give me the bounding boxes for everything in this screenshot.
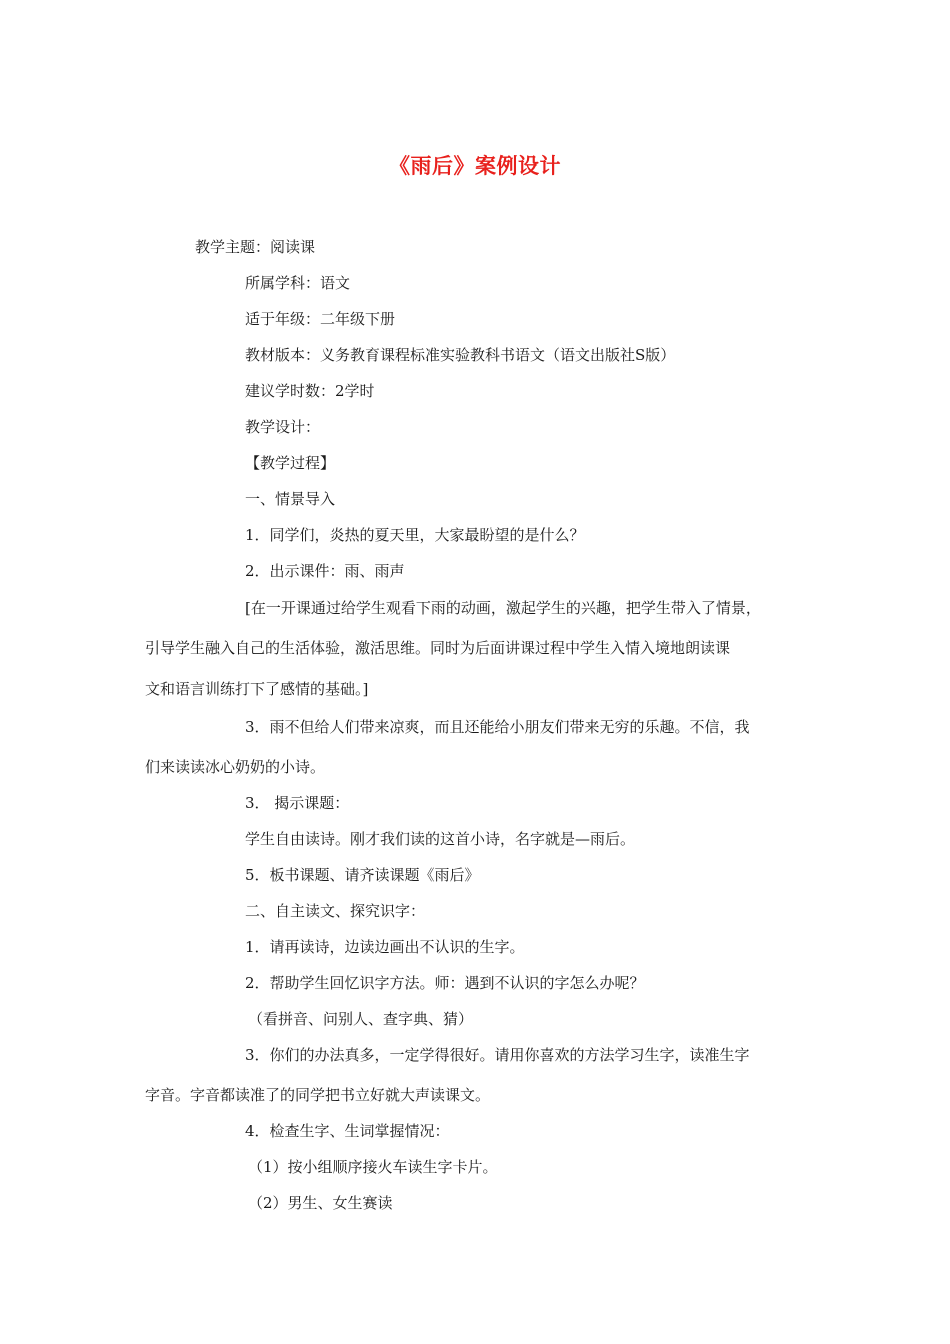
section2-item3-line1: 3．你们的办法真多，一定学得很好。请用你喜欢的方法学习生字，读准生字 (245, 1046, 750, 1064)
section1-item4: 3． 揭示课题： (245, 794, 350, 812)
section1-item3-line2: 们来读读冰心奶奶的小诗。 (145, 758, 326, 776)
section2-sub1: （1）按小组顺序接火车读生字卡片。 (248, 1158, 498, 1176)
section1-heading: 一、情景导入 (245, 490, 336, 508)
meta-hours: 建议学时数：2学时 (245, 382, 375, 400)
meta-grade: 适于年级：二年级下册 (245, 310, 396, 328)
section2-item2-note: （看拼音、问别人、查字典、猜） (248, 1010, 474, 1028)
section2-item4: 4．检查生字、生词掌握情况： (245, 1122, 450, 1140)
section2-item2: 2．帮助学生回忆识字方法。师：遇到不认识的字怎么办呢？ (245, 974, 645, 992)
section1-item1: 1．同学们，炎热的夏天里，大家最盼望的是什么？ (245, 526, 585, 544)
section1-note-line3: 文和语言训练打下了感情的基础。] (145, 680, 369, 698)
section1-note-line1: [在一开课通过给学生观看下雨的动画，激起学生的兴趣，把学生带入了情景， (245, 599, 761, 617)
section2-sub2: （2）男生、女生赛读 (248, 1194, 393, 1212)
section1-item3-line1: 3．雨不但给人们带来凉爽，而且还能给小朋友们带来无穷的乐趣。不信，我 (245, 718, 750, 736)
section1-item2: 2．出示课件：雨、雨声 (245, 562, 405, 580)
process-heading: 【教学过程】 (245, 454, 336, 472)
section1-item5: 5．板书课题、请齐读课题《雨后》 (245, 866, 480, 884)
meta-subject: 所属学科：语文 (245, 274, 351, 292)
meta-edition: 教材版本：义务教育课程标准实验教科书语文（语文出版社S版） (245, 346, 676, 364)
section1-note-line2: 引导学生融入自己的生活体验，激活思维。同时为后面讲课过程中学生入情入境地朗读课 (145, 639, 731, 657)
section2-heading: 二、自主读文、探究识字： (245, 902, 426, 920)
section2-item3-line2: 字音。字音都读准了的同学把书立好就大声读课文。 (145, 1086, 491, 1104)
meta-design: 教学设计： (245, 418, 321, 436)
section2-item1: 1．请再读诗，边读边画出不认识的生字。 (245, 938, 525, 956)
meta-topic: 教学主题：阅读课 (195, 238, 316, 256)
document-title: 《雨后》案例设计 (389, 154, 561, 178)
section1-item4-text: 学生自由读诗。刚才我们读的这首小诗，名字就是—雨后。 (245, 830, 636, 848)
